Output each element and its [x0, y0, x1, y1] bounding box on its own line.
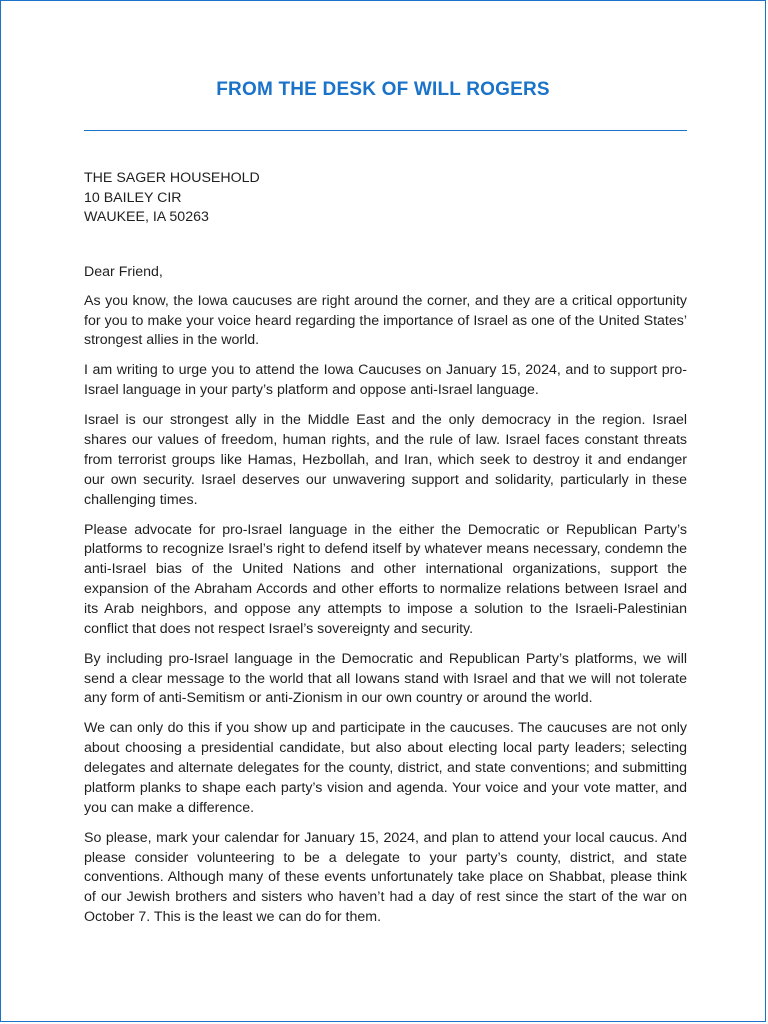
paragraph-caucuses-intro: As you know, the Iowa caucuses are right around the corner, and they are a critical opportunity for you to make your voice heard regarding the importance of Israel as one of the United States’ strongest allies in the world. [84, 292, 687, 349]
address-line-name: THE SAGER HOUSEHOLD [84, 170, 260, 186]
paragraph-urge-attend: I am writing to urge you to attend the Iowa Caucuses on January 15, 2024, and to support pro-Israel language in your party’s platform and oppose anti-Israel language. [84, 362, 687, 399]
letter-body [84, 263, 687, 938]
paragraph-advocate: Please advocate for pro-Israel language in the either the Democratic or Republican Party’s platforms to recognize Israel’s right to defend itself by whatever means necessary, condemn the anti-Israel bias of the United Nations and other international organizations, support the expansion of the Abraham Accords and other efforts to normalize relations between Israel and its Arab neighbors, and oppose any attempts to impose a solution to the Israeli-Palestinian conflict that does not respect Israel’s sovereignty and security. [84, 521, 687, 637]
header-divider [84, 130, 687, 131]
address-line-street: 10 BAILEY CIR [84, 189, 182, 206]
letterhead-title: FROM THE DESK OF WILL ROGERS [216, 79, 550, 100]
address-line-city: WAUKEE, IA 50263 [84, 209, 209, 225]
paragraph-clear-message: By including pro-Israel language in the Democratic and Republican Party’s platforms, we will send a clear message to the world that all Iowans stand with Israel and that we will not tolerate any form of anti-Semitism or anti-Zionism in our own country or around the world. [84, 650, 687, 707]
paragraph-strongest-ally: Israel is our strongest ally in the Middle East and the only democracy in the region. Israel shares our values of freedom, human rights, and the rule of law. Israel faces constant threats from terrorist groups like Hamas, Hezbollah, and Iran, which seek to destroy it and endanger our own security. Israel deserves our unwavering support and solidarity, particularly in these challenging times. [84, 412, 687, 508]
salutation: Dear Friend, [84, 264, 163, 280]
paragraph-mark-calendar: So please, mark your calendar for January 15, 2024, and plan to attend your local caucus. And please consider volunteering to be a delegate to your party’s county, district, and state conventions. Although many of these events unfortunately take place on Shabbat, please think of our Jewish brothers and sisters who haven’t had a day of rest since the start of the war on October 7. This is the least we can do for them. [84, 829, 687, 925]
paragraph-participate: We can only do this if you show up and participate in the caucuses. The caucuses are not only about choosing a presidential candidate, but also about electing local party leaders; selecting delegates and alternate delegates for the county, district, and state conventions; and submitting platform planks to shape each party’s vision and agenda. Your voice and your vote matter, and you can make a difference. [84, 720, 687, 816]
recipient-address [84, 169, 260, 228]
